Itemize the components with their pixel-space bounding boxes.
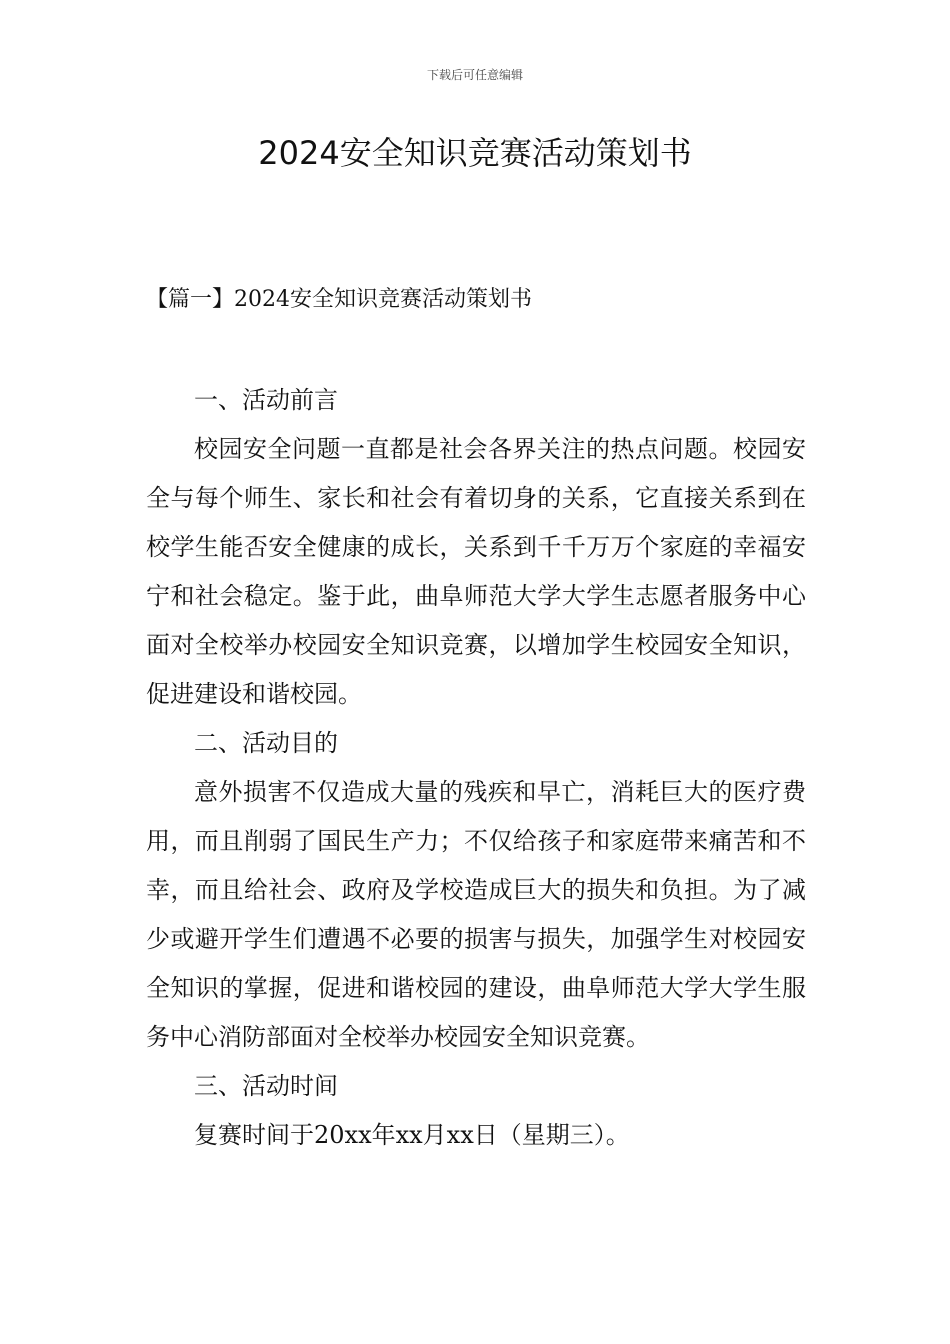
paragraph-intro: 校园安全问题一直都是社会各界关注的热点问题。校园安全与每个师生、家长和社会有着切身的关系，它直接关系到在校学生能否安全健康的成长，关系到千千万万个家庭的幸福安宁和社会稳定。鉴于此，曲阜师范大学大学生志愿者服务中心面对全校举办校园安全知识竞赛，以增加学生校园安全知识，促进建设和谐校园。 bbox=[146, 435, 806, 708]
header-note: 下载后可任意编辑 bbox=[426, 68, 523, 82]
document-title: 2024安全知识竞赛活动策划书 bbox=[258, 134, 692, 172]
section-heading-intro: 一、活动前言 bbox=[194, 386, 338, 414]
document-body bbox=[146, 376, 806, 1160]
paragraph-time: 复赛时间于20xx年xx月xx日（星期三）。 bbox=[194, 1121, 630, 1149]
section-heading-purpose: 二、活动目的 bbox=[194, 729, 338, 757]
paragraph-purpose: 意外损害不仅造成大量的残疾和早亡，消耗巨大的医疗费用，而且削弱了国民生产力；不仅给孩子和家庭带来痛苦和不幸，而且给社会、政府及学校造成巨大的损失和负担。为了减少或避开学生们遭遇不必要的损害与损失，加强学生对校园安全知识的掌握，促进和谐校园的建设，曲阜师范大学大学生服务中心消防部面对全校举办校园安全知识竞赛。 bbox=[146, 778, 806, 1051]
section-heading-time: 三、活动时间 bbox=[194, 1072, 338, 1100]
part-heading: 【篇一】2024安全知识竞赛活动策划书 bbox=[146, 287, 532, 312]
